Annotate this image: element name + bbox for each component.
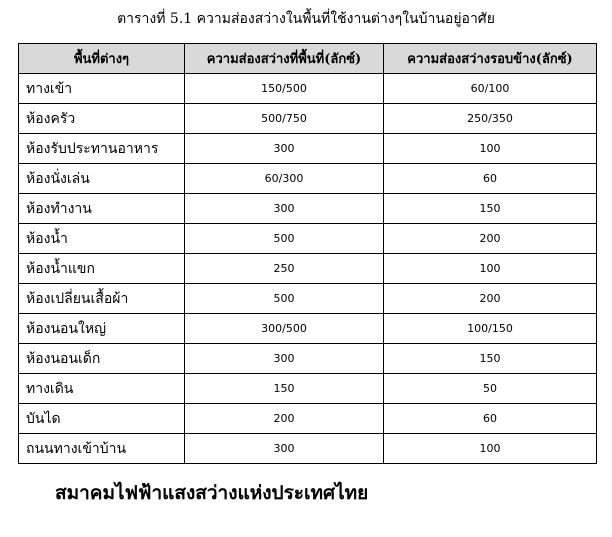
table-row [19, 374, 597, 404]
header-task-illuminance: ความส่องสว่างที่พื้นที่(ลักซ์) [185, 44, 384, 74]
surrounding-lux: 60 [384, 404, 597, 434]
room-name: ทางเข้า [19, 74, 185, 104]
room-name: ห้องนอนใหญ่ [19, 314, 185, 344]
room-name: ห้องน้ำ [19, 224, 185, 254]
task-lux: 500 [185, 224, 384, 254]
surrounding-lux: 200 [384, 284, 597, 314]
surrounding-lux: 250/350 [384, 104, 597, 134]
task-lux: 300 [185, 134, 384, 164]
task-lux: 150 [185, 374, 384, 404]
table-row [19, 194, 597, 224]
table-row [19, 434, 597, 464]
table-row [19, 404, 597, 434]
table-row [19, 104, 597, 134]
table-caption: ตารางที่ 5.1 ความส่องสว่างในพื้นที่ใช้งานต่างๆในบ้านอยู่อาศัย [117, 11, 495, 27]
room-name: ห้องน้ำแขก [19, 254, 185, 284]
surrounding-lux: 150 [384, 194, 597, 224]
task-lux: 300 [185, 344, 384, 374]
room-name: ห้องนั่งเล่น [19, 164, 185, 194]
surrounding-lux: 100 [384, 134, 597, 164]
task-lux: 200 [185, 404, 384, 434]
room-name: บันได [19, 404, 185, 434]
table-row [19, 254, 597, 284]
surrounding-lux: 200 [384, 224, 597, 254]
surrounding-lux: 50 [384, 374, 597, 404]
table-row [19, 224, 597, 254]
room-name: ทางเดิน [19, 374, 185, 404]
room-name: ห้องนอนเด็ก [19, 344, 185, 374]
room-name: ห้องครัว [19, 104, 185, 134]
table-row [19, 164, 597, 194]
surrounding-lux: 100/150 [384, 314, 597, 344]
surrounding-lux: 60/100 [384, 74, 597, 104]
task-lux: 60/300 [185, 164, 384, 194]
surrounding-lux: 60 [384, 164, 597, 194]
surrounding-lux: 100 [384, 434, 597, 464]
table-row [19, 284, 597, 314]
table-row [19, 314, 597, 344]
surrounding-lux: 100 [384, 254, 597, 284]
room-name: ห้องทำงาน [19, 194, 185, 224]
task-lux: 500/750 [185, 104, 384, 134]
table-row [19, 344, 597, 374]
task-lux: 300 [185, 194, 384, 224]
table-header-row [19, 44, 597, 74]
table-row [19, 74, 597, 104]
task-lux: 150/500 [185, 74, 384, 104]
task-lux: 500 [185, 284, 384, 314]
room-name: ห้องเปลี่ยนเสื้อผ้า [19, 284, 185, 314]
illuminance-table [18, 43, 597, 464]
room-name: ห้องรับประทานอาหาร [19, 134, 185, 164]
header-surrounding-illuminance: ความส่องสว่างรอบข้าง(ลักซ์) [384, 44, 597, 74]
task-lux: 300/500 [185, 314, 384, 344]
surrounding-lux: 150 [384, 344, 597, 374]
source-organization: สมาคมไฟฟ้าแสงสว่างแห่งประเทศไทย [55, 482, 369, 504]
header-area: พื้นที่ต่างๆ [19, 44, 185, 74]
task-lux: 300 [185, 434, 384, 464]
task-lux: 250 [185, 254, 384, 284]
room-name: ถนนทางเข้าบ้าน [19, 434, 185, 464]
table-row [19, 134, 597, 164]
